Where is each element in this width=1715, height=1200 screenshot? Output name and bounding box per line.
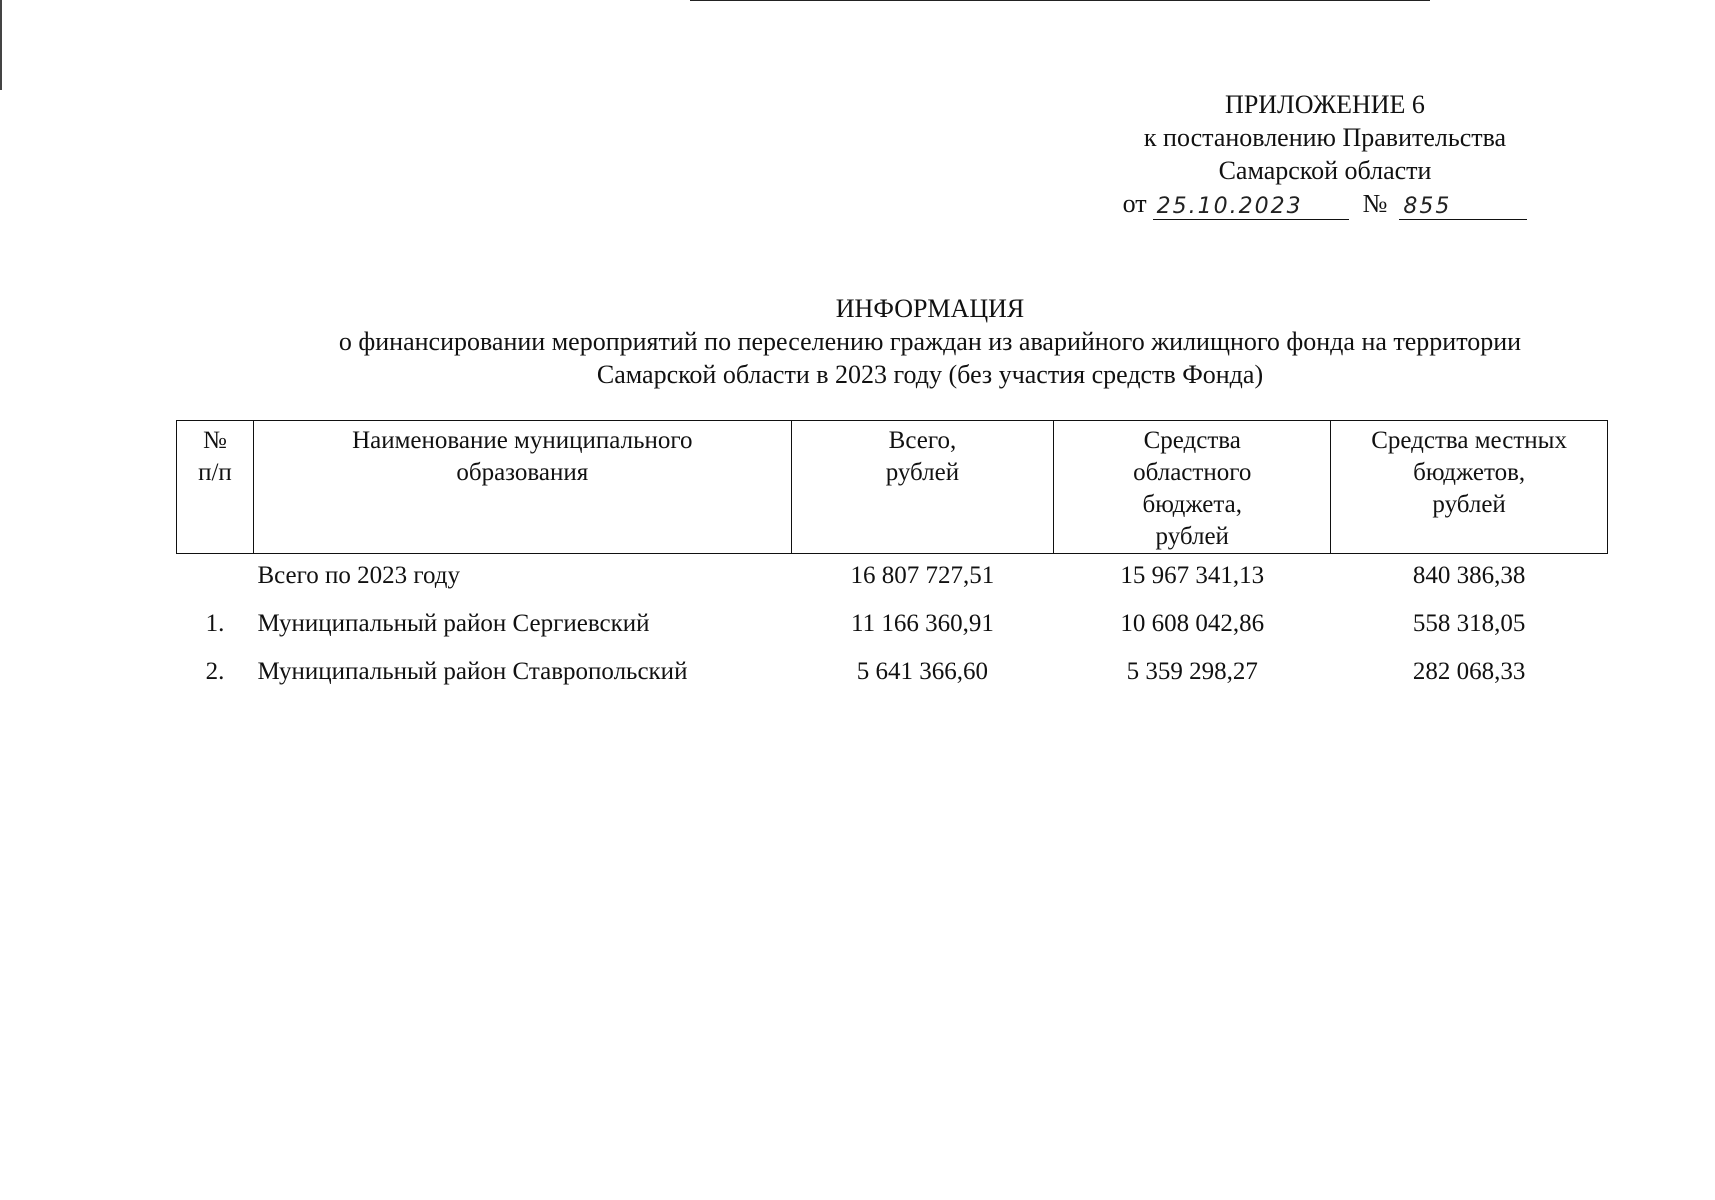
row-regional: 10 608 042,86 (1120, 610, 1265, 637)
table-row (177, 650, 1608, 698)
header-regional-line-3: бюджета, (1142, 491, 1242, 518)
header-number-line-2: п/п (198, 459, 232, 486)
header-local-line-1: Средства местных (1371, 427, 1567, 454)
scan-edge-left (0, 0, 2, 90)
table-header-row (177, 421, 1608, 554)
header-regional-line-2: областного (1133, 459, 1252, 486)
row-municipality: Муниципальный район Сергиевский (257, 610, 650, 637)
document-title-block (260, 292, 1600, 391)
row-local: 282 068,33 (1412, 658, 1526, 685)
appendix-block (1100, 88, 1550, 220)
document-subheading-line-1: о финансировании мероприятий по переселению граждан из аварийного жилищного фонда на территории (338, 327, 1522, 356)
row-number (177, 554, 254, 603)
header-local-line-2: бюджетов, (1413, 459, 1526, 486)
appendix-line-2: Самарской области (1218, 156, 1432, 185)
row-total: 16 807 727,51 (850, 562, 995, 589)
header-total-line-1: Всего, (888, 427, 957, 454)
header-number-line-1: № (203, 427, 227, 454)
header-regional-line-1: Средства (1143, 427, 1241, 454)
appendix-line-1: к постановлению Правительства (1143, 123, 1507, 152)
appendix-date-number-line (1100, 187, 1550, 220)
row-number: 2. (205, 658, 225, 685)
document-heading: ИНФОРМАЦИЯ (835, 294, 1025, 323)
financing-table (176, 420, 1608, 698)
document-subheading-line-2: Самарской области в 2023 году (без участия средств Фонда) (596, 360, 1264, 389)
appendix-title: ПРИЛОЖЕНИЕ 6 (1225, 90, 1425, 119)
header-number (177, 421, 254, 554)
handwritten-number: 855 (1399, 195, 1527, 220)
row-total: 11 166 360,91 (851, 610, 994, 637)
header-municipality (253, 421, 791, 554)
date-prefix: от (1122, 189, 1147, 218)
row-total: 5 641 366,60 (856, 658, 989, 685)
row-municipality: Муниципальный район Ставропольский (257, 658, 688, 685)
header-local-line-3: рублей (1432, 491, 1506, 518)
header-regional-budget (1054, 421, 1331, 554)
table-row (177, 602, 1608, 650)
number-prefix: № (1362, 189, 1388, 218)
header-total-line-2: рублей (885, 459, 960, 486)
row-local: 558 318,05 (1412, 610, 1526, 637)
header-total (791, 421, 1054, 554)
handwritten-date: 25.10.2023 (1153, 195, 1349, 220)
row-local: 840 386,38 (1412, 562, 1526, 589)
scan-edge-top (690, 0, 1430, 1)
table-row-total (177, 554, 1608, 603)
header-municipality-line-1: Наименование муниципального (352, 427, 693, 454)
row-regional: 15 967 341,13 (1120, 562, 1265, 589)
row-municipality: Всего по 2023 году (257, 562, 461, 589)
header-local-budgets (1331, 421, 1608, 554)
header-regional-line-4: рублей (1155, 523, 1229, 550)
header-municipality-line-2: образования (456, 459, 589, 486)
row-regional: 5 359 298,27 (1126, 658, 1258, 685)
row-number: 1. (205, 610, 225, 637)
